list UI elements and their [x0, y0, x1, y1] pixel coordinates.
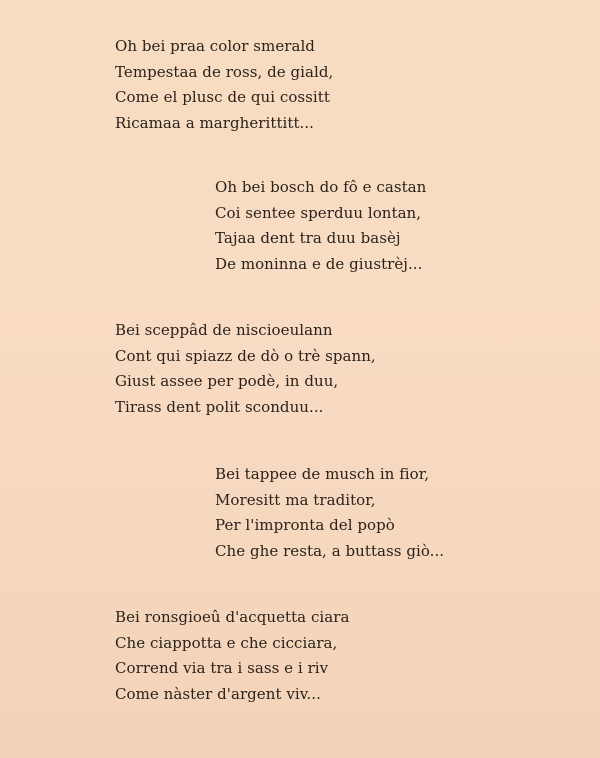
poem-line: Come nàster d'argent viv... [115, 684, 321, 703]
poem-line: Giust assee per podè, in duu, [115, 372, 339, 390]
poem-line: Ricamaa a margherittitt... [115, 113, 314, 132]
stanza-5 [115, 605, 350, 707]
stanza-1 [115, 34, 333, 136]
poem-line: Tajaa dent tra duu basèj [215, 229, 401, 247]
poem-line: Bei sceppâd de niscioeulann [115, 321, 333, 339]
stanza-4 [215, 462, 444, 564]
poem-line: Corrend via tra i sass e i riv [115, 659, 329, 677]
poem-line: Che ghe resta, a buttass giò... [215, 541, 445, 560]
poem-line: Cont qui spiazz de dò o trè spann, [115, 346, 376, 365]
poem-line: Come el plusc de qui cossitt [115, 88, 330, 106]
stanza-3 [115, 318, 376, 420]
poem-line: Tirass dent polit sconduu... [115, 397, 324, 416]
poem-line: Che ciappotta e che cicciara, [115, 633, 338, 652]
poem-line: Oh bei bosch do fô e castan [215, 178, 427, 196]
poem-line: Moresitt ma traditor, [215, 490, 376, 509]
stanza-2 [215, 175, 426, 277]
poem-line: Bei ronsgioeû d'acquetta ciara [115, 608, 350, 626]
poem-line: Coi sentee sperduu lontan, [215, 203, 422, 222]
poem-line: Bei tappee de musch in fior, [215, 465, 430, 483]
poem-line: Oh bei praa color smerald [115, 37, 315, 55]
poem-line: Tempestaa de ross, de giald, [115, 62, 334, 81]
poem-line: Per l'impronta del popò [215, 516, 395, 534]
poem-line: De moninna e de giustrèj... [215, 254, 423, 273]
